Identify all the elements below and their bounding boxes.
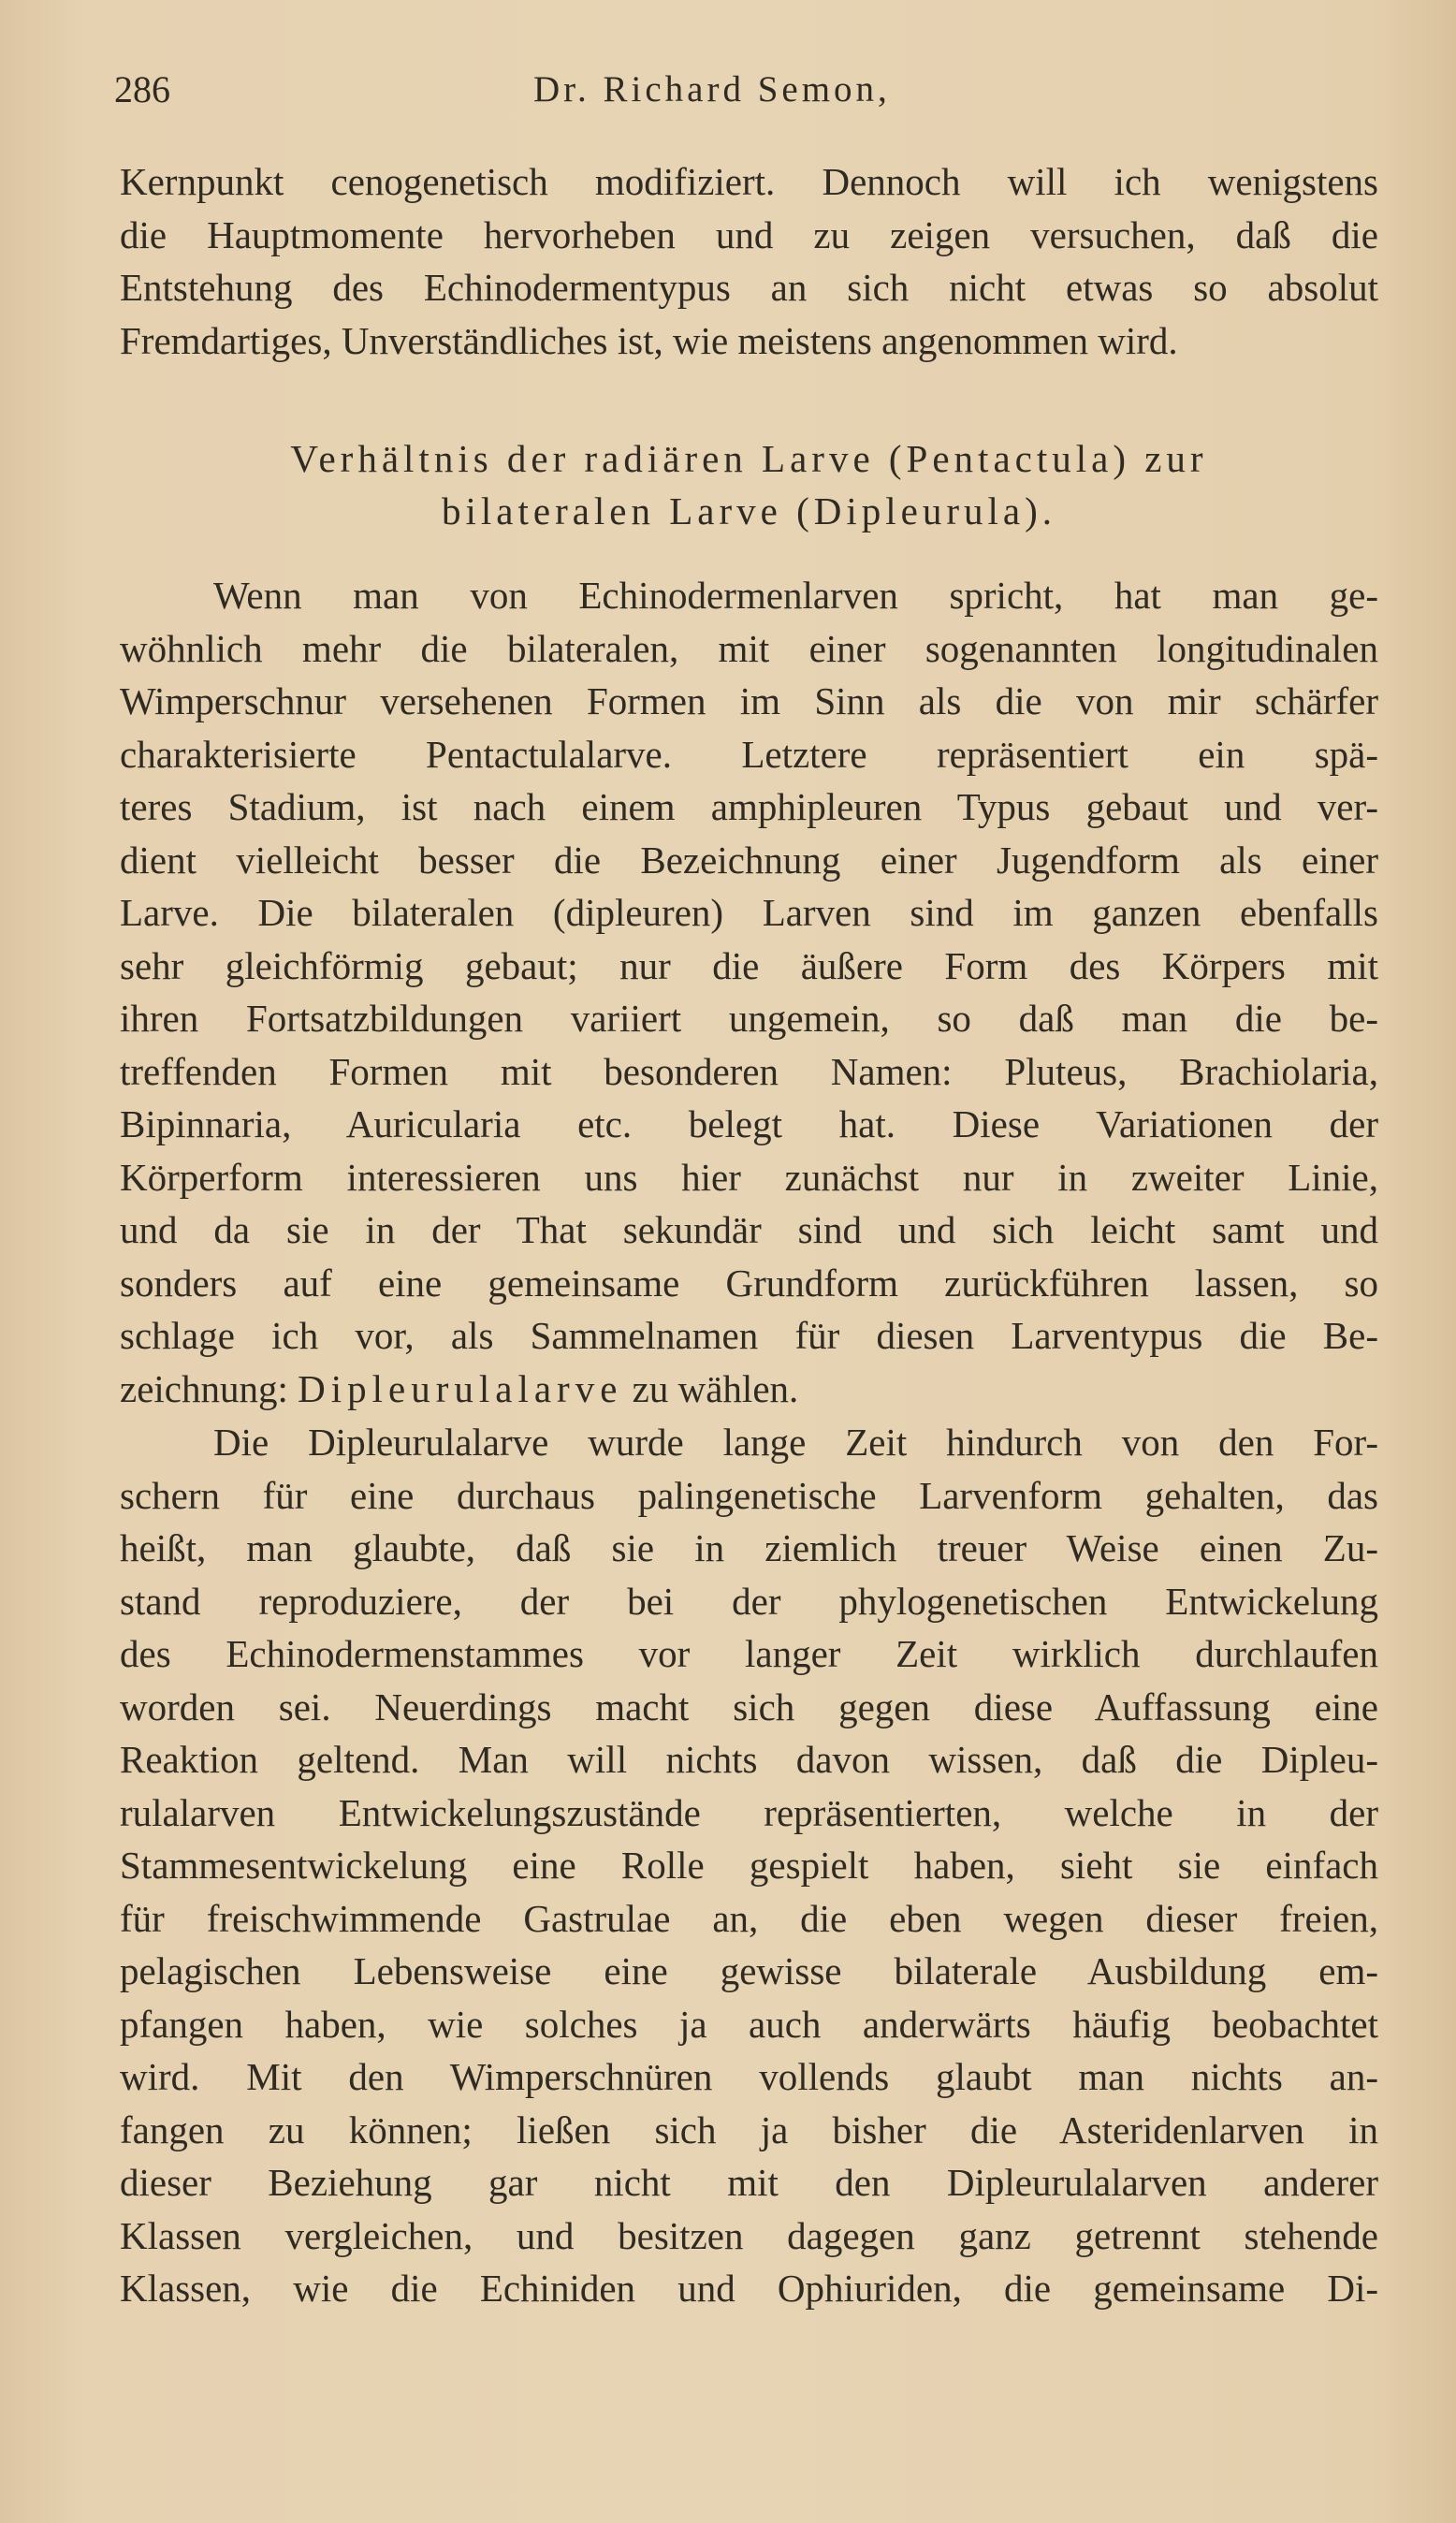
spaced-term: Dipleurulalarve [298, 1366, 623, 1410]
text-line: Klassen vergleichen, und besitzen dagegen ganz getrennt stehende [120, 2213, 1378, 2257]
heading-line: Verhältnis der radiären Larve (Pentactula) zur [290, 437, 1208, 480]
text-line: schern für eine durchaus palingenetische Larvenform gehalten, das [120, 1473, 1378, 1517]
text-line: Larve. Die bilateralen (dipleuren) Larven sind im ganzen ebenfalls [120, 891, 1378, 934]
text-line: für freischwimmende Gastrulae an, die eben wegen dieser freien, [120, 1896, 1378, 1940]
text-line: ihren Fortsatzbildungen variiert ungemein, so daß man die be- [120, 997, 1378, 1040]
text-fragment: zu wählen. [622, 1366, 799, 1410]
text-line: die Hauptmomente hervorheben und zu zeigen versuchen, daß die [120, 212, 1378, 256]
text-line: Stammesentwickelung eine Rolle gespielt haben, sieht sie einfach [120, 1844, 1378, 1887]
text-line: des Echinodermenstammes vor langer Zeit wirklich durchlaufen [120, 1632, 1378, 1675]
text-line: Die Dipleurulalarve wurde lange Zeit hindurch von den For- [213, 1421, 1378, 1464]
text-line: teres Stadium, ist nach einem amphipleuren Typus gebaut und ver- [120, 785, 1378, 828]
heading-line: bilateralen Larve (Dipleurula). [442, 489, 1056, 532]
text-line: Fremdartiges, Unverständliches ist, wie meistens angenommen wird. [120, 318, 1178, 362]
text-line: und da sie in der That sekundär sind und sich leicht samt und [120, 1208, 1378, 1251]
page-header [114, 62, 979, 118]
paragraph-2 [120, 1416, 1378, 2315]
text-line: stand reproduziere, der bei der phylogenetischen Entwickelung [120, 1579, 1378, 1623]
text-fragment: zeichnung: [120, 1366, 298, 1410]
text-line: Wenn man von Echinodermenlarven spricht, hat man ge- [213, 574, 1378, 617]
text-line: Kernpunkt cenogenetisch modifiziert. Dennoch will ich wenigstens [120, 160, 1378, 203]
text-line: Entstehung des Echinodermentypus an sich nicht etwas so absolut [120, 266, 1378, 309]
text-line: treffenden Formen mit besonderen Namen: Pluteus, Brachiolaria, [120, 1049, 1378, 1093]
text-line: dient vielleicht besser die Bezeichnung einer Jugendform als einer [120, 838, 1378, 882]
text-line: Körperform interessieren uns hier zunächst nur in zweiter Linie, [120, 1155, 1378, 1199]
text-line: Bipinnaria, Auricularia etc. belegt hat. Diese Variationen der [120, 1102, 1378, 1145]
text-line: Klassen, wie die Echiniden und Ophiuriden, die gemeinsame Di- [120, 2267, 1378, 2310]
intro-paragraph [120, 155, 1378, 367]
text-line: fangen zu können; ließen sich ja bisher die Asteridenlarven in [120, 2107, 1378, 2151]
running-head: Dr. Richard Semon, [533, 69, 891, 109]
text-line: Wimperschnur versehenen Formen im Sinn als die von mir schärfer [120, 679, 1378, 722]
text-line: charakterisierte Pentactulalarve. Letztere repräsentiert ein spä- [120, 732, 1378, 776]
text-line: worden sei. Neuerdings macht sich gegen diese Auffassung eine [120, 1684, 1378, 1728]
text-line: sonders auf eine gemeinsame Grundform zurückführen lassen, so [120, 1261, 1378, 1305]
text-line: Reaktion geltend. Man will nichts davon wissen, daß die Dipleu- [120, 1738, 1378, 1781]
text-line: pfangen haben, wie solches ja auch anderwärts häufig beobachtet [120, 2002, 1378, 2046]
text-line: wöhnlich mehr die bilateralen, mit einer sogenannten longitudinalen [120, 626, 1378, 670]
text-line: sehr gleichförmig gebaut; nur die äußere Form des Körpers mit [120, 943, 1378, 987]
page-number: 286 [114, 68, 170, 110]
text-line: wird. Mit den Wimperschnüren vollends glaubt man nichts an- [120, 2055, 1378, 2098]
text-line: dieser Beziehung gar nicht mit den Dipleurulalarven anderer [120, 2161, 1378, 2204]
section-heading [120, 432, 1378, 537]
paragraph-1 [120, 569, 1378, 1415]
text-line [120, 1363, 1378, 1416]
text-line: pelagischen Lebensweise eine gewisse bilaterale Ausbildung em- [120, 1949, 1378, 1992]
text-line: rulalarven Entwickelungszustände repräsentierten, welche in der [120, 1790, 1378, 1834]
text-line: schlage ich vor, als Sammelnamen für diesen Larventypus die Be- [120, 1314, 1378, 1357]
text-line: heißt, man glaubte, daß sie in ziemlich treuer Weise einen Zu- [120, 1526, 1378, 1569]
